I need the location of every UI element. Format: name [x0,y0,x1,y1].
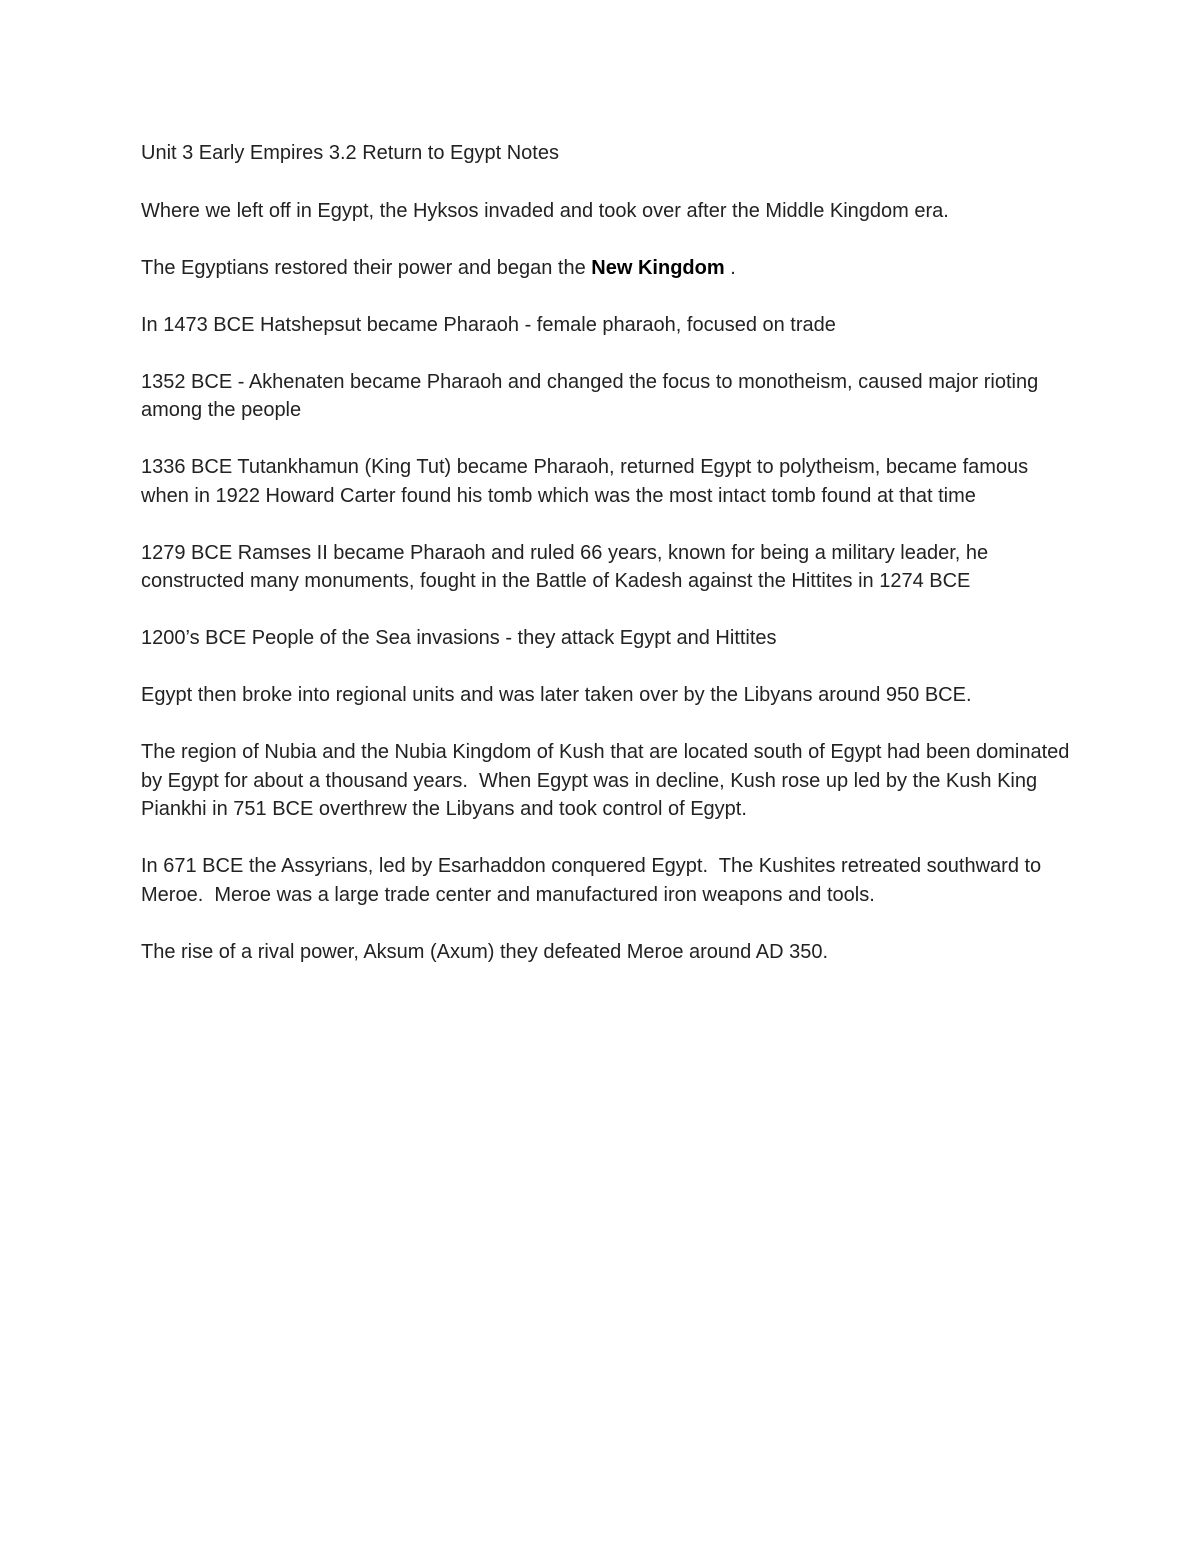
paragraph-new-kingdom-text: The Egyptians restored their power and began the [141,256,592,279]
paragraph-aksum: The rise of a rival power, Aksum (Axum) they defeated Meroe around AD 350. [141,940,829,963]
paragraph-ramses: 1279 BCE Ramses II became Pharaoh and ruled 66 years, known for being a military leader, he constructed many monuments, fought in the Battle of Kadesh against the Hittites in 1274 BCE [141,541,994,592]
paragraph-new-kingdom-end: . [724,256,736,279]
paragraph-akhenaten: 1352 BCE - Akhenaten became Pharaoh and changed the focus to monotheism, caused major rioting among the people [141,370,1044,421]
paragraph-hatshepsut: In 1473 BCE Hatshepsut became Pharaoh - female pharaoh, focused on trade [141,313,836,336]
paragraph-tutankhamun: 1336 BCE Tutankhamun (King Tut) became Pharaoh, returned Egypt to polytheism, became famous when in 1922 Howard Carter found his tomb which was the most intact tomb found at that time [141,456,1034,507]
document-body [141,139,1075,995]
paragraph-libyans: Egypt then broke into regional units and was later taken over by the Libyans around 950 BCE. [141,684,972,706]
new-kingdom-bold-term: New Kingdom [591,256,725,279]
paragraph-nubia-kush: The region of Nubia and the Nubia Kingdom of Kush that are located south of Egypt had been dominated by Egypt for about a thousand years. When Egypt was in decline, Kush rose up led by the Kush King Piankhi in 751 BCE overthrew the Libyans and took control of Egypt. [141,741,1075,820]
paragraph-assyrians: In 671 BCE the Assyrians, led by Esarhaddon conquered Egypt. The Kushites retreated southward to Meroe. Meroe was a large trade center and manufactured iron weapons and tools. [141,855,1047,906]
paragraph-new-kingdom [141,254,1071,283]
paragraph-sea-peoples: 1200’s BCE People of the Sea invasions - they attack Egypt and Hittites [141,627,777,649]
document-title: Unit 3 Early Empires 3.2 Return to Egypt Notes [141,142,559,164]
paragraph-hyksos: Where we left off in Egypt, the Hyksos invaded and took over after the Middle Kingdom era. [141,199,949,222]
